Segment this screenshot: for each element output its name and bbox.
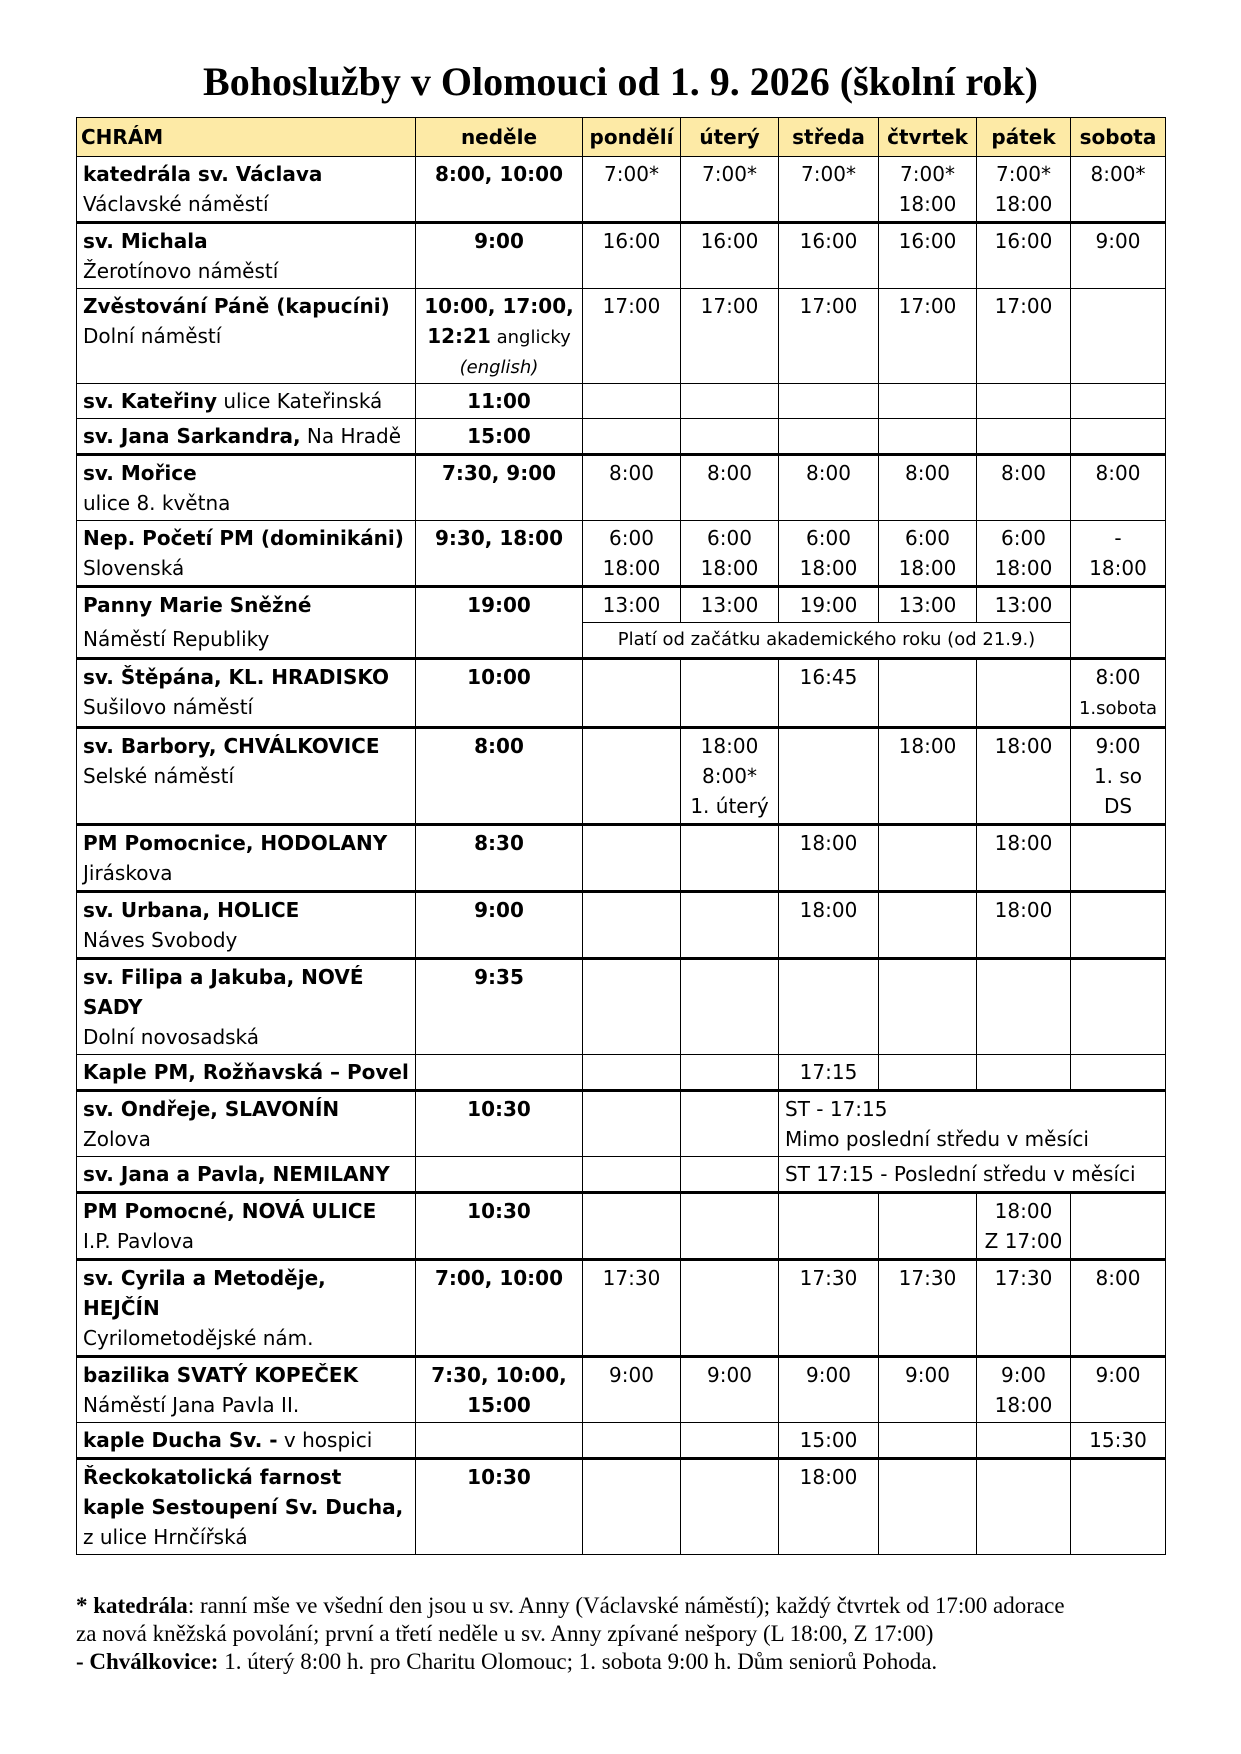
table-row — [77, 223, 1166, 289]
church-cell — [77, 1357, 416, 1423]
church-name: sv. Kateřiny — [83, 389, 217, 413]
church-cell — [77, 223, 416, 289]
time-cell — [583, 1055, 681, 1091]
time-cell: 18:00 — [977, 728, 1071, 825]
time-cell: 9:00 — [681, 1357, 779, 1423]
footnote — [76, 1592, 1176, 1676]
church-address: Na Hradě — [300, 424, 402, 448]
church-address: Slovenská — [83, 556, 185, 580]
time-cell — [681, 1091, 779, 1157]
time-cell — [977, 419, 1071, 455]
time-cell — [977, 959, 1071, 1055]
schedule-note: ST - 17:15 Mimo poslední středu v měsíci — [779, 1091, 1166, 1157]
time-cell: 16:00 — [977, 223, 1071, 289]
time-cell — [977, 1055, 1071, 1091]
church-cell — [77, 455, 416, 521]
time-cell — [681, 1260, 779, 1357]
page-title: Bohoslužby v Olomouci od 1. 9. 2026 (školní rok) — [203, 59, 1038, 104]
time-cell — [1071, 419, 1166, 455]
time-cell: 9:00 — [416, 223, 583, 289]
time-cell: 8:00 — [879, 455, 977, 521]
time-cell: 7:00* — [779, 157, 879, 223]
time-cell: 18:00 — [879, 728, 977, 825]
time-cell — [879, 959, 977, 1055]
time-cell — [977, 384, 1071, 419]
time-cell — [1071, 1459, 1166, 1555]
table-row — [77, 455, 1166, 521]
church-name: katedrála sv. Václava — [83, 162, 323, 186]
church-cell — [77, 825, 416, 892]
time-cell — [1071, 384, 1166, 419]
time-cell: 17:00 — [583, 289, 681, 384]
time-cell: 16:00 — [681, 223, 779, 289]
time-cell: 18:00 — [779, 1459, 879, 1555]
church-cell — [77, 521, 416, 587]
time-cell: 10:00, 17:00, 12:21 anglicky (english) — [416, 289, 583, 384]
time-cell — [779, 419, 879, 455]
table-row — [77, 157, 1166, 223]
time-cell: 13:00 — [681, 587, 779, 623]
time-cell: 16:00 — [779, 223, 879, 289]
time-cell: 9:00 — [1071, 223, 1166, 289]
time-cell — [583, 825, 681, 892]
time-cell: 7:30, 10:00, 15:00 — [416, 1357, 583, 1423]
time-cell — [583, 1459, 681, 1555]
time-cell: 17:00 — [779, 289, 879, 384]
time-cell: 7:00, 10:00 — [416, 1260, 583, 1357]
time-cell: 8:00 — [1071, 1260, 1166, 1357]
time-cell: 7:30, 9:00 — [416, 455, 583, 521]
table-row — [77, 1193, 1166, 1260]
time-cell: 17:00 — [977, 289, 1071, 384]
time-cell: 7:00* — [681, 157, 779, 223]
time-cell: 8:00, 10:00 — [416, 157, 583, 223]
church-cell — [77, 1260, 416, 1357]
validity-note: Platí od začátku akademického roku (od 21.9.) — [583, 623, 1071, 659]
time-cell — [583, 728, 681, 825]
church-cell — [77, 1459, 416, 1555]
time-cell: 17:15 — [779, 1055, 879, 1091]
time-cell — [583, 659, 681, 728]
time-cell: 17:00 — [879, 289, 977, 384]
church-name: Panny Marie Sněžné — [83, 593, 312, 617]
church-name: Kaple PM, Rožňavská – Povel — [83, 1060, 409, 1084]
time-cell — [681, 1423, 779, 1459]
church-name: sv. Barbory, CHVÁLKOVICE — [83, 734, 380, 758]
table-row — [77, 825, 1166, 892]
church-address: I.P. Pavlova — [83, 1229, 195, 1253]
time-cell: 8:30 — [416, 825, 583, 892]
time-cell — [977, 659, 1071, 728]
time-cell — [1071, 959, 1166, 1055]
header-friday: pátek — [977, 118, 1071, 157]
church-address: Náměstí Jana Pavla II. — [83, 1393, 300, 1417]
church-cell — [77, 728, 416, 825]
time-cell — [1071, 825, 1166, 892]
church-address: ulice 8. května — [83, 491, 231, 515]
time-cell: 18:00 — [977, 892, 1071, 959]
time-cell: 9:00 — [583, 1357, 681, 1423]
header-sunday: neděle — [416, 118, 583, 157]
church-name: kaple Ducha Sv. - — [83, 1428, 278, 1452]
table-row — [77, 384, 1166, 419]
header-row — [77, 118, 1166, 157]
time-cell: 6:00 18:00 — [879, 521, 977, 587]
time-cell — [681, 1157, 779, 1193]
church-name: sv. Jana Sarkandra, — [83, 424, 301, 448]
time-cell: 18:00 — [779, 825, 879, 892]
table-row — [77, 1260, 1166, 1357]
header-church: CHRÁM — [77, 118, 416, 157]
time-cell: 7:00* — [583, 157, 681, 223]
time-cell — [583, 1091, 681, 1157]
time-cell: 19:00 — [779, 587, 879, 623]
church-name: Zvěstování Páně (kapucíni) — [83, 294, 390, 318]
time-cell: 6:00 18:00 — [583, 521, 681, 587]
church-name: sv. Urbana, HOLICE — [83, 898, 300, 922]
footnote-line: - Chválkovice: 1. úterý 8:00 h. pro Charitu Olomouc; 1. sobota 9:00 h. Dům seniorů Pohoda. — [76, 1649, 938, 1674]
church-address: Dolní novosadská — [83, 1025, 260, 1049]
time-cell: 9:30, 18:00 — [416, 521, 583, 587]
time-cell: 9:00 — [779, 1357, 879, 1423]
table-row — [77, 419, 1166, 455]
schedule-table — [76, 117, 1166, 1555]
time-cell — [583, 1157, 681, 1193]
table-row — [77, 892, 1166, 959]
time-cell — [1071, 289, 1166, 384]
church-name: sv. Jana a Pavla, NEMILANY — [83, 1162, 390, 1186]
header-wednesday: středa — [779, 118, 879, 157]
church-cell — [77, 587, 416, 659]
church-cell — [77, 892, 416, 959]
church-name: sv. Michala — [83, 229, 208, 253]
church-cell — [77, 1157, 416, 1193]
time-cell: 10:30 — [416, 1459, 583, 1555]
time-cell: 8:00 — [779, 455, 879, 521]
time-cell: 9:00 18:00 — [977, 1357, 1071, 1423]
time-cell — [1071, 1193, 1166, 1260]
time-cell: 9:00 — [879, 1357, 977, 1423]
time-cell: 16:00 — [583, 223, 681, 289]
church-cell — [77, 157, 416, 223]
church-cell — [77, 1423, 416, 1459]
church-address: Žerotínovo náměstí — [83, 259, 279, 283]
church-name: PM Pomocné, NOVÁ ULICE — [83, 1199, 377, 1223]
time-cell — [879, 1193, 977, 1260]
time-cell — [879, 892, 977, 959]
header-monday: pondělí — [583, 118, 681, 157]
time-cell — [681, 419, 779, 455]
table-row — [77, 1157, 1166, 1193]
time-cell — [583, 1193, 681, 1260]
church-address: Jiráskova — [83, 861, 173, 885]
table-row — [77, 1091, 1166, 1157]
time-cell: 6:00 18:00 — [779, 521, 879, 587]
church-cell — [77, 1091, 416, 1157]
table-row — [77, 1459, 1166, 1555]
time-cell: 10:00 — [416, 659, 583, 728]
church-cell — [77, 419, 416, 455]
time-cell: - 18:00 — [1071, 521, 1166, 587]
time-cell — [681, 959, 779, 1055]
header-thursday: čtvrtek — [879, 118, 977, 157]
header-tuesday: úterý — [681, 118, 779, 157]
time-cell: 8:00 1.sobota — [1071, 659, 1166, 728]
church-address: Zolova — [83, 1127, 151, 1151]
time-cell — [879, 1055, 977, 1091]
time-cell — [681, 1055, 779, 1091]
time-cell: 19:00 — [416, 587, 583, 659]
table-row — [77, 1423, 1166, 1459]
time-cell: 8:00 — [416, 728, 583, 825]
time-cell: 8:00 — [681, 455, 779, 521]
table-row — [77, 728, 1166, 825]
time-cell: 13:00 — [583, 587, 681, 623]
church-address: Václavské náměstí — [83, 192, 269, 216]
table-row — [77, 959, 1166, 1055]
time-cell — [416, 1423, 583, 1459]
time-cell — [879, 384, 977, 419]
time-cell: 18:00 — [779, 892, 879, 959]
header-saturday: sobota — [1071, 118, 1166, 157]
church-name: bazilika SVATÝ KOPEČEK — [83, 1363, 359, 1387]
church-name: PM Pomocnice, HODOLANY — [83, 831, 388, 855]
church-address: Náměstí Republiky — [83, 627, 270, 651]
table-row — [77, 1357, 1166, 1423]
table-row — [77, 587, 1166, 623]
time-cell — [583, 384, 681, 419]
time-cell: 15:30 — [1071, 1423, 1166, 1459]
time-cell — [879, 419, 977, 455]
time-cell: 10:30 — [416, 1193, 583, 1260]
table-row — [77, 659, 1166, 728]
footnote-line: * katedrála: ranní mše ve všední den jsou u sv. Anny (Václavské náměstí); každý čtvrtek od 17:00 adorace — [76, 1593, 1065, 1618]
time-cell — [779, 384, 879, 419]
time-cell — [779, 1193, 879, 1260]
church-cell — [77, 384, 416, 419]
church-address: Sušilovo náměstí — [83, 695, 254, 719]
church-name: sv. Mořice — [83, 461, 197, 485]
church-address: Cyrilometodějské nám. — [83, 1326, 314, 1350]
church-cell — [77, 659, 416, 728]
church-name: sv. Štěpána, KL. HRADISKO — [83, 665, 389, 689]
time-cell: 17:30 — [583, 1260, 681, 1357]
time-cell: 13:00 — [879, 587, 977, 623]
time-cell: 8:00 — [1071, 455, 1166, 521]
table-row — [77, 289, 1166, 384]
time-cell: 13:00 — [977, 587, 1071, 623]
time-cell: 16:00 — [879, 223, 977, 289]
church-address: ulice Kateřinská — [216, 389, 383, 413]
time-cell: 9:35 — [416, 959, 583, 1055]
time-cell — [879, 825, 977, 892]
time-cell — [879, 1459, 977, 1555]
time-cell: 6:00 18:00 — [977, 521, 1071, 587]
time-cell: 9:00 — [1071, 1357, 1166, 1423]
time-cell — [681, 659, 779, 728]
time-cell: 18:00 — [977, 825, 1071, 892]
time-cell — [1071, 587, 1166, 659]
church-address: z ulice Hrnčířská — [83, 1525, 248, 1549]
church-address: Náves Svobody — [83, 928, 238, 952]
time-cell: 16:45 — [779, 659, 879, 728]
time-cell: 9:00 — [416, 892, 583, 959]
time-cell: 17:30 — [879, 1260, 977, 1357]
time-cell: 18:00 8:00* 1. úterý — [681, 728, 779, 825]
church-name: kaple Sestoupení Sv. Ducha, — [83, 1495, 404, 1519]
time-cell — [681, 1193, 779, 1260]
time-cell — [977, 1459, 1071, 1555]
table-row — [77, 1055, 1166, 1091]
church-address: Selské náměstí — [83, 764, 235, 788]
table-row — [77, 521, 1166, 587]
time-cell — [879, 1423, 977, 1459]
church-address: v hospici — [277, 1428, 373, 1452]
church-cell — [77, 1193, 416, 1260]
church-cell — [77, 289, 416, 384]
time-cell — [416, 1157, 583, 1193]
time-cell: 8:00 — [583, 455, 681, 521]
time-cell — [681, 1459, 779, 1555]
time-cell — [681, 892, 779, 959]
time-cell: 10:30 — [416, 1091, 583, 1157]
time-cell: 8:00 — [977, 455, 1071, 521]
time-cell: 8:00* — [1071, 157, 1166, 223]
time-cell — [779, 728, 879, 825]
time-cell: 9:00 1. so DS — [1071, 728, 1166, 825]
church-name: sv. Filipa a Jakuba, NOVÉ SADY — [83, 965, 364, 1019]
schedule-note: ST 17:15 - Poslední středu v měsíci — [779, 1157, 1166, 1193]
time-cell: 7:00* 18:00 — [977, 157, 1071, 223]
time-cell: 7:00* 18:00 — [879, 157, 977, 223]
church-name: sv. Cyrila a Metoděje, HEJČÍN — [83, 1266, 326, 1320]
time-cell — [583, 1423, 681, 1459]
time-cell: 15:00 — [779, 1423, 879, 1459]
church-name: Nep. Početí PM (dominikáni) — [83, 526, 404, 550]
church-cell — [77, 1055, 416, 1091]
time-cell — [583, 892, 681, 959]
church-address: Dolní náměstí — [83, 324, 222, 348]
time-cell: 17:00 — [681, 289, 779, 384]
time-cell — [583, 419, 681, 455]
footnote-line: za nová kněžská povolání; první a třetí neděle u sv. Anny zpívané nešpory (L 18:00, Z 17:00) — [76, 1621, 934, 1646]
time-cell: 15:00 — [416, 419, 583, 455]
time-cell — [779, 959, 879, 1055]
church-name: Řeckokatolická farnost — [83, 1465, 342, 1489]
time-cell — [1071, 892, 1166, 959]
time-cell — [977, 1423, 1071, 1459]
church-cell — [77, 959, 416, 1055]
time-cell — [681, 384, 779, 419]
time-cell: 18:00 Z 17:00 — [977, 1193, 1071, 1260]
time-cell: 6:00 18:00 — [681, 521, 779, 587]
church-name: sv. Ondřeje, SLAVONÍN — [83, 1097, 340, 1121]
time-cell — [583, 959, 681, 1055]
time-cell — [416, 1055, 583, 1091]
time-cell — [681, 825, 779, 892]
time-cell — [879, 659, 977, 728]
time-cell: 17:30 — [779, 1260, 879, 1357]
time-cell: 11:00 — [416, 384, 583, 419]
time-cell: 17:30 — [977, 1260, 1071, 1357]
time-cell — [1071, 1055, 1166, 1091]
